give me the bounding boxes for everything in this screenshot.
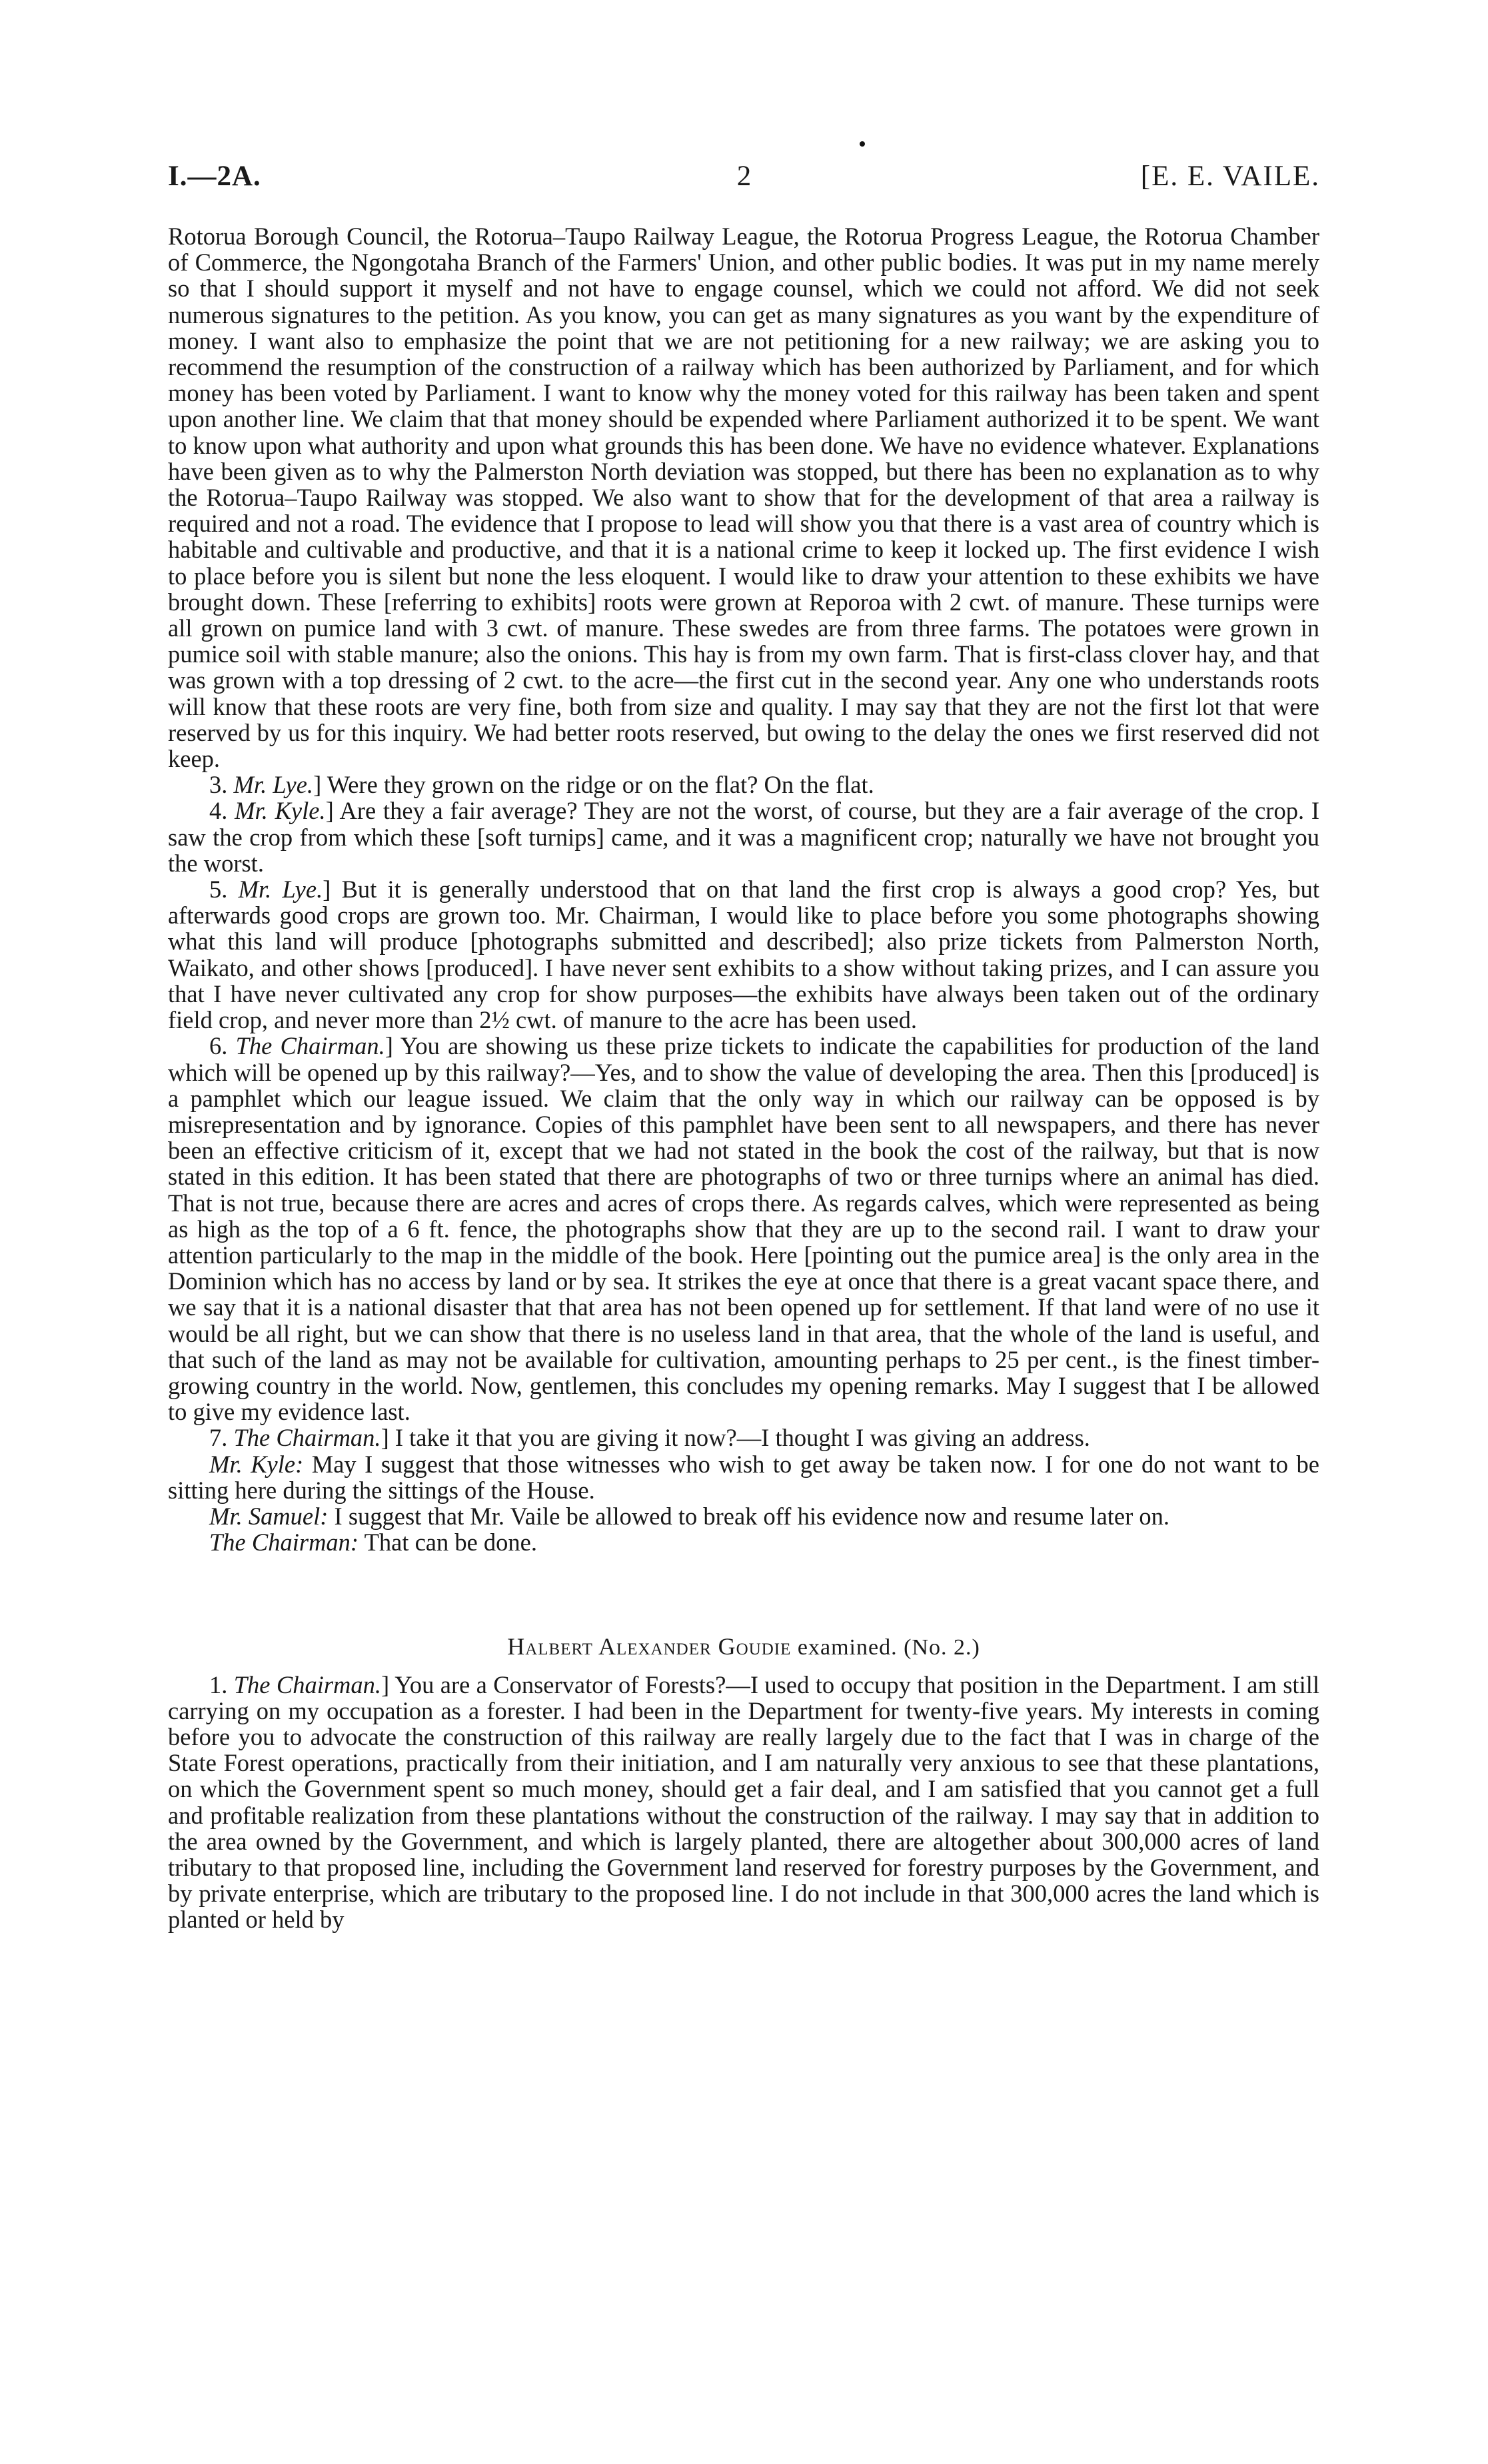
print-dot xyxy=(860,141,865,147)
question-paragraph: 1. The Chairman.] You are a Conservator of Forests?—I used to occupy that position in the Department. I am still carrying on my occupation as a forester. I had been in the Department for twenty-five years. My interests in coming before you to advocate the construction of this railway are really largely due to the fact that I was in charge of the State Forest operations, practically from their initiation, and I am naturally very anxious to see that these plantations, on which the Government spent so much money, should get a fair deal, and I am satisfied that you cannot get a full and profitable realization from these plantations without the construction of the railway. I may say that in addition to the area owned by the Government, and which is largely planted, there are altogether about 300,000 acres of land tributary to that proposed line, including the Government land reserved for forestry purposes by the Government, and by private enterprise, which are tributary to the proposed line. I do not include in that 300,000 acres the land which is planted or held by xyxy=(168,1670,1319,1934)
statement-paragraph xyxy=(168,1503,1319,1529)
witness-name: Halbert Alexander Goudie xyxy=(507,1633,792,1660)
paragraph-text: May I suggest that those witnesses who wish to get away be taken now. I for one do not want to be sitting here during the sittings of the House. xyxy=(168,1450,1319,1504)
paragraph-text: Were they grown on the ridge or on the flat? On the flat. xyxy=(327,771,874,799)
question-number: 5. xyxy=(209,876,228,904)
paper-reference: I.—2A. xyxy=(168,161,261,192)
paragraph xyxy=(168,223,1319,772)
question-number: 7. xyxy=(209,1424,228,1452)
question-paragraph: 3. Mr. Lye.] Were they grown on the ridge or on the flat? On the flat. xyxy=(209,771,874,799)
statement-paragraph xyxy=(168,1451,1319,1503)
question-paragraph: 5. Mr. Lye.] But it is generally understood that on that land the first crop is always a good crop? Yes, but afterwards good crops are grown too. Mr. Chairman, I would like to place before you some photographs showing what this land will produce [photographs submitted and described]; also prize tickets from Palmerston North, Waikato, and other shows [produced]. I have never sent exhibits to a show without taking prizes, and I can assure you that I have never cultivated any crop for show purposes—the exhibits have always been taken out of the ordinary field crop, and never more than 2½ cwt. of manure to the acre has been used. xyxy=(168,876,1319,1034)
speaker-name: Mr. Samuel: xyxy=(209,1502,329,1530)
paragraph-text: You are showing us these prize tickets to indicate the capabilities for production of the land which will be opened up by this railway?—Yes, and to show the value of developing the area. Then this [produced] is a pamphlet which our league issued. We claim that the only way in which our railway can be opposed is by misrepresentation and by ignorance. Copies of this pamphlet have been sent to all newspapers, and there has never been an effective criticism of it, except that we had not stated in the book the cost of the railway, but that is now stated in this edition. It has been stated that there are photographs of two or three turnips where an animal has died. That is not true, because there are acres and acres of crops there. As regards calves, which were represented as being as high as the top of a 6 ft. fence, the photographs show that they are up to the second rail. I want to draw your attention particularly to the map in the middle of the book. Here [pointing out the pumice area] is the only area in the Dominion which has no access by land or by sea. It strikes the eye at once that there is a great vacant space there, and we say that it is a national disaster that that area has not been opened up for settlement. If that land were of no use it would be all right, but we can show that there is no useless land in that area, that the whole of the land is useful, and that such of the land as may not be available for cultivation, amounting perhaps to 25 per cent., is the finest timber-growing country in the world. Now, gentlemen, this concludes my opening remarks. May I suggest that I be allowed to give my evidence last. xyxy=(168,1032,1319,1426)
page-number: 2 xyxy=(736,161,752,192)
question-number: 6. xyxy=(209,1032,228,1060)
paragraph-text: Are they a fair average? They are not the worst, of course, but they are a fair average of the crop. I saw the crop from which these [soft turnips] came, and it was a magnificent crop; naturally we have not brought you the worst. xyxy=(168,797,1319,877)
witness-heading xyxy=(168,1634,1319,1660)
speaker-name: Mr. Kyle. xyxy=(235,797,326,825)
statement-paragraph xyxy=(168,1529,1319,1555)
paragraph-text: I suggest that Mr. Vaile be allowed to break off his evidence now and resume later on. xyxy=(334,1502,1170,1530)
speaker-name: Mr. Lye. xyxy=(238,876,323,904)
paragraph-text: That can be done. xyxy=(364,1529,538,1556)
speaker-name: The Chairman. xyxy=(233,1670,382,1698)
question-number: 4. xyxy=(209,797,228,825)
question-paragraph: 4. Mr. Kyle.] Are they a fair average? They are not the worst, of course, but they are a fair average of the crop. I saw the crop from which these [soft turnips] came, and it was a magnificent crop; naturally we have not brought you the worst. xyxy=(168,797,1319,877)
document-body xyxy=(168,223,1319,1933)
paragraph-text: I take it that you are giving it now?—I thought I was giving an address. xyxy=(394,1424,1090,1452)
witness-running-head: [E. E. VAILE. xyxy=(1140,161,1320,192)
speaker-name: The Chairman: xyxy=(209,1529,359,1556)
speaker-name: The Chairman. xyxy=(233,1424,381,1452)
witness-heading-rest: examined. (No. 2.) xyxy=(797,1635,980,1660)
speaker-name: Mr. Lye. xyxy=(233,771,314,799)
question-paragraph: 7. The Chairman.] I take it that you are giving it now?—I thought I was giving an address. xyxy=(209,1424,1090,1452)
question-number: 1. xyxy=(209,1670,228,1698)
question-number: 3. xyxy=(209,771,228,799)
question-paragraph: 6. The Chairman.] You are showing us these prize tickets to indicate the capabilities for production of the land which will be opened up by this railway?—Yes, and to show the value of developing the area. Then this [produced] is a pamphlet which our league issued. We claim that the only way in which our railway can be opposed is by misrepresentation and by ignorance. Copies of this pamphlet have been sent to all newspapers, and there has never been an effective criticism of it, except that we had not stated in the book the cost of the railway, but that is now stated in this edition. It has been stated that there are photographs of two or three turnips where an animal has died. That is not true, because there are acres and acres of crops there. As regards calves, which were represented as being as high as the top of a 6 ft. fence, the photographs show that they are up to the second rail. I want to draw your attention particularly to the map in the middle of the book. Here [pointing out the pumice area] is the only area in the Dominion which has no access by land or by sea. It strikes the eye at once that there is a great vacant space there, and we say that it is a national disaster that that area has not been opened up for settlement. If that land were of no use it would be all right, but we can show that there is no useless land in that area, that the whole of the land is useful, and that such of the land as may not be available for cultivation, amounting perhaps to 25 per cent., is the finest timber-growing country in the world. Now, gentlemen, this concludes my opening remarks. May I suggest that I be allowed to give my evidence last. xyxy=(168,1032,1319,1426)
paragraph-text: Rotorua Borough Council, the Rotorua–Taupo Railway League, the Rotorua Progress League, the Rotorua Chamber of Commerce, the Ngongotaha Branch of the Farmers' Union, and other public bodies. It was put in my name merely so that I should support it myself and not have to engage counsel, which we could not afford. We did not seek numerous signatures to the petition. As you know, you can get as many signatures as you want by the expenditure of money. I want also to emphasize the point that we are not petitioning for a new railway; we are asking you to recommend the resumption of the construction of a railway which has been authorized by Parliament, and for which money has been voted by Parliament. I want to know why the money voted for this railway has been taken and spent upon another line. We claim that that money should be expended where Parliament authorized it to be spent. We want to know upon what authority and upon what grounds this has been done. We have no evidence whatever. Explanations have been given as to why the Palmerston North deviation was stopped, but there has been no explanation as to why the Rotorua–Taupo Railway was stopped. We also want to show that for the development of that area a railway is required and not a road. The evidence that I propose to lead will show you that there is a vast area of country which is habitable and cultivable and productive, and that it is a national crime to keep it locked up. The first evidence I wish to place before you is silent but none the less eloquent. I would like to draw your attention to these exhibits we have brought down. These [referring to exhibits] roots were grown at Reporoa with 2 cwt. of manure. These turnips were all grown on pumice land with 3 cwt. of manure. These swedes are from three farms. The potatoes were grown in pumice soil with stable manure; also the onions. This hay is from my own farm. That is first-class clover hay, and that was grown with a top dressing of 2 cwt. to the acre—the first cut in the second year. Any one who understands roots will know that these roots are very fine, both from size and quality. I may say that they are not the first lot that were reserved by us for this inquiry. We had better roots reserved, but owing to the delay the ones we first reserved did not keep. xyxy=(168,223,1319,773)
paragraph-text: But it is generally understood that on that land the first crop is always a good crop? Yes, but afterwards good crops are grown too. Mr. Chairman, I would like to place before you some photographs showing what this land will produce [photographs submitted and described]; also prize tickets from Palmerston North, Waikato, and other shows [produced]. I have never sent exhibits to a show without taking prizes, and I can assure you that I have never cultivated any crop for show purposes—the exhibits have always been taken out of the ordinary field crop, and never more than 2½ cwt. of manure to the acre has been used. xyxy=(168,876,1319,1034)
page-header xyxy=(168,160,1320,200)
speaker-name: The Chairman. xyxy=(235,1032,385,1060)
speaker-name: Mr. Kyle: xyxy=(209,1450,304,1478)
paragraph-text: You are a Conservator of Forests?—I used to occupy that position in the Department. I am still carrying on my occupation as a forester. I had been in the Department for twenty-five years. My interests in coming before you to advocate the construction of this railway are really largely due to the fact that I was in charge of the State Forest operations, practically from their initiation, and I am naturally very anxious to see that these plantations, on which the Government spent so much money, should get a fair deal, and I am satisfied that you cannot get a full and profitable realization from these plantations without the construction of the railway. I may say that in addition to the area owned by the Government, and which is largely planted, there are altogether about 300,000 acres of land tributary to that proposed line, including the Government land reserved for forestry purposes by the Government, and by private enterprise, which are tributary to the proposed line. I do not include in that 300,000 acres the land which is planted or held by xyxy=(168,1670,1319,1934)
